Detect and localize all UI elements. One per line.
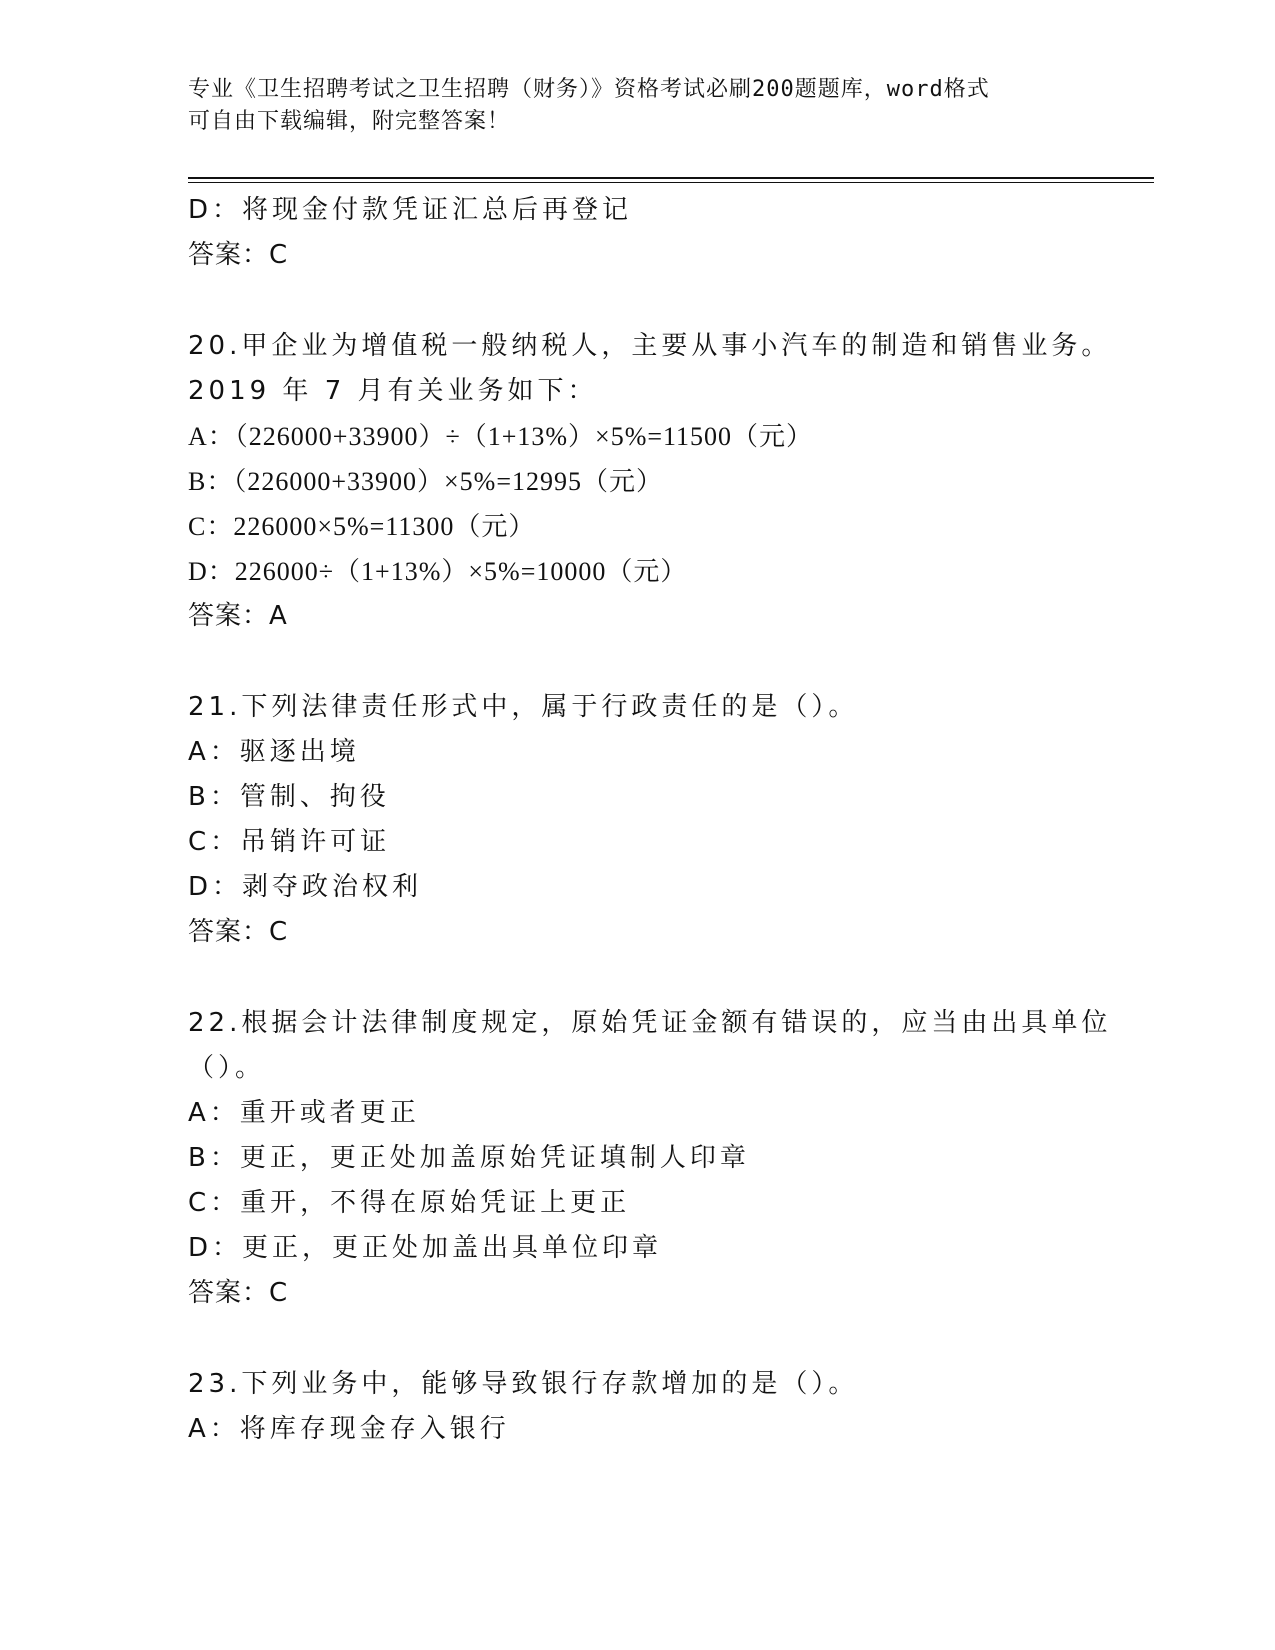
header-line-2: 可自由下载编辑，附完整答案！ xyxy=(188,109,511,134)
option-c: C：重开，不得在原始凭证上更正 xyxy=(188,1188,631,1218)
question-stem-cont: （）。 xyxy=(188,1053,266,1083)
option-a: A：（226000+33900）÷（1+13%）×5%=11500（元） xyxy=(188,422,814,451)
question-stem: 22.根据会计法律制度规定，原始凭证金额有错误的，应当由出具单位 xyxy=(188,1008,1112,1038)
document-header xyxy=(188,74,1088,138)
answer: 答案：C xyxy=(188,1278,289,1308)
prev-question-tail xyxy=(188,188,1148,278)
answer: 答案：C xyxy=(188,240,289,270)
question-list xyxy=(188,188,1148,1452)
question-23 xyxy=(188,1362,1148,1452)
option-d: D：226000÷（1+13%）×5%=10000（元） xyxy=(188,557,688,586)
option-d: D：更正，更正处加盖出具单位印章 xyxy=(188,1233,663,1263)
option-c: C：226000×5%=11300（元） xyxy=(188,512,536,541)
option-d: D：将现金付款凭证汇总后再登记 xyxy=(188,195,633,225)
question-stem-cont: 2019 年 7 月有关业务如下： xyxy=(188,376,598,406)
question-stem: 21.下列法律责任形式中，属于行政责任的是（）。 xyxy=(188,692,859,722)
option-a: A：驱逐出境 xyxy=(188,737,360,767)
option-a: A：重开或者更正 xyxy=(188,1098,420,1128)
header-divider-thin xyxy=(188,182,1154,183)
header-line-1: 专业《卫生招聘考试之卫生招聘（财务）》资格考试必刷200题题库，word格式 xyxy=(188,77,990,102)
question-22 xyxy=(188,1001,1148,1316)
question-21 xyxy=(188,685,1148,955)
question-stem: 23.下列业务中，能够导致银行存款增加的是（）。 xyxy=(188,1369,859,1399)
option-b: B：（226000+33900）×5%=12995（元） xyxy=(188,467,663,496)
answer: 答案：A xyxy=(188,601,288,631)
option-b: B：更正，更正处加盖原始凭证填制人印章 xyxy=(188,1143,750,1173)
option-d: D：剥夺政治权利 xyxy=(188,872,423,902)
option-c: C：吊销许可证 xyxy=(188,827,391,857)
question-stem: 20.甲企业为增值税一般纳税人，主要从事小汽车的制造和销售业务。 xyxy=(188,331,1112,361)
answer: 答案：C xyxy=(188,917,289,947)
question-20 xyxy=(188,324,1148,639)
header-divider-thick xyxy=(188,177,1154,179)
option-b: B：管制、拘役 xyxy=(188,782,390,812)
option-a: A：将库存现金存入银行 xyxy=(188,1414,510,1444)
